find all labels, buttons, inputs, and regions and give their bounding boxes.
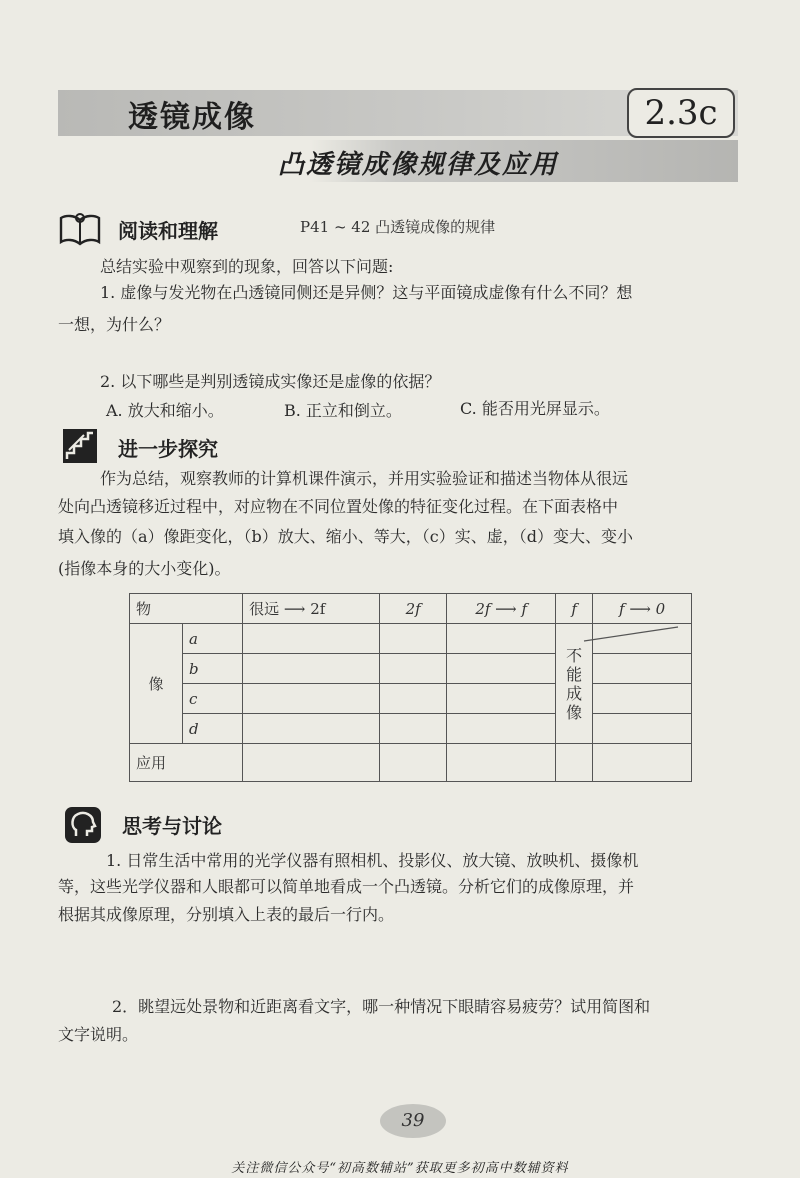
image-characteristics-table [129, 593, 692, 782]
read-intro: 总结实验中观察到的现象，回答以下问题: [100, 257, 394, 276]
head-think-icon [64, 806, 102, 844]
section-code: 2.3c [627, 88, 735, 138]
row-label-b: b [183, 654, 243, 684]
faded-header-mark [320, 18, 470, 28]
row-label-a: a [183, 624, 243, 654]
textbook-reference: P41 ~ 42 凸透镜成像的规律 [300, 218, 496, 236]
cell-d-2f-f[interactable] [447, 714, 556, 744]
cell-b-2f-f[interactable] [447, 654, 556, 684]
table-row [130, 744, 692, 782]
cell-c-2f[interactable] [380, 684, 447, 714]
cell-app-2f-f[interactable] [447, 744, 556, 782]
cell-app-far[interactable] [243, 744, 380, 782]
cell-c-2f-f[interactable] [447, 684, 556, 714]
chapter-title: 透镜成像 [128, 100, 256, 135]
header-2f: 2f [380, 594, 447, 624]
row-label-c: c [183, 684, 243, 714]
footer-note: 关注微信公众号“初高数辅站”获取更多初高中数辅资料 [231, 1161, 569, 1176]
stairs-icon [62, 428, 98, 464]
lesson-subtitle: 凸透镜成像规律及应用 [278, 150, 559, 180]
explore-line-1: 作为总结，观察教师的计算机课件演示，并用实验验证和描述当物体从很远 [100, 469, 629, 488]
section-heading-explore: 进一步探究 [118, 437, 218, 461]
header-f: f [556, 594, 593, 624]
question-2: 2. 以下哪些是判别透镜成实像还是虚像的依据？ [100, 372, 441, 391]
option-c: C. 能否用光屏显示。 [460, 399, 610, 418]
cell-d-f-0[interactable] [593, 714, 692, 744]
section-heading-discuss: 思考与讨论 [122, 814, 222, 838]
no-image-text: 不能成像 [566, 645, 583, 722]
header-object: 物 [130, 594, 243, 624]
discuss-1-line-3: 根据其成像原理，分别填入上表的最后一行内。 [58, 905, 395, 924]
cell-a-far[interactable] [243, 624, 380, 654]
discuss-2-line-2: 文字说明。 [58, 1025, 139, 1044]
cell-app-f[interactable] [556, 744, 593, 782]
question-1-line-2: 一想，为什么？ [58, 315, 171, 334]
open-book-icon [58, 212, 102, 246]
cell-a-2f[interactable] [380, 624, 447, 654]
section-heading-read: 阅读和理解 [118, 219, 218, 243]
question-1-line-1: 1. 虚像与发光物在凸透镜同侧还是异侧？这与平面镜成虚像有什么不同？想 [100, 283, 633, 302]
cell-b-far[interactable] [243, 654, 380, 684]
header-2f-to-f: 2f ⟶ f [447, 594, 556, 624]
cell-d-2f[interactable] [380, 714, 447, 744]
table-header-row [130, 594, 692, 624]
table-row [130, 654, 692, 684]
cell-a-2f-f[interactable] [447, 624, 556, 654]
table-row [130, 714, 692, 744]
row-application-label: 应用 [130, 744, 243, 782]
diagonal-strike-line [582, 624, 682, 644]
cell-app-f-0[interactable] [593, 744, 692, 782]
cell-app-2f[interactable] [380, 744, 447, 782]
option-a: A. 放大和缩小。 [106, 401, 224, 420]
explore-line-2: 处向凸透镜移近过程中，对应物在不同位置处像的特征变化过程。在下面表格中 [58, 497, 619, 516]
cell-d-far[interactable] [243, 714, 380, 744]
explore-line-4: (指像本身的大小变化)。 [58, 559, 231, 578]
option-b: B. 正立和倒立。 [284, 401, 402, 420]
row-image-label: 像 [130, 624, 183, 744]
explore-line-3: 填入像的（a）像距变化，（b）放大、缩小、等大，（c）实、虚，（d）变大、变小 [58, 527, 633, 546]
table-row [130, 684, 692, 714]
cell-c-f-0[interactable] [593, 684, 692, 714]
cell-b-f-0[interactable] [593, 654, 692, 684]
discuss-1-line-1: 1. 日常生活中常用的光学仪器有照相机、投影仪、放大镜、放映机、摄像机 [106, 851, 639, 870]
row-label-d: d [183, 714, 243, 744]
page-number: 39 [380, 1104, 446, 1138]
cell-c-far[interactable] [243, 684, 380, 714]
cell-b-2f[interactable] [380, 654, 447, 684]
header-far-to-2f: 很远 ⟶ 2f [243, 594, 380, 624]
discuss-1-line-2: 等，这些光学仪器和人眼都可以简单地看成一个凸透镜。分析它们的成像原理，并 [58, 877, 635, 896]
discuss-2-line-1: 2．眺望远处景物和近距离看文字，哪一种情况下眼睛容易疲劳？试用简图和 [112, 997, 651, 1016]
header-f-to-0: f ⟶ 0 [593, 594, 692, 624]
